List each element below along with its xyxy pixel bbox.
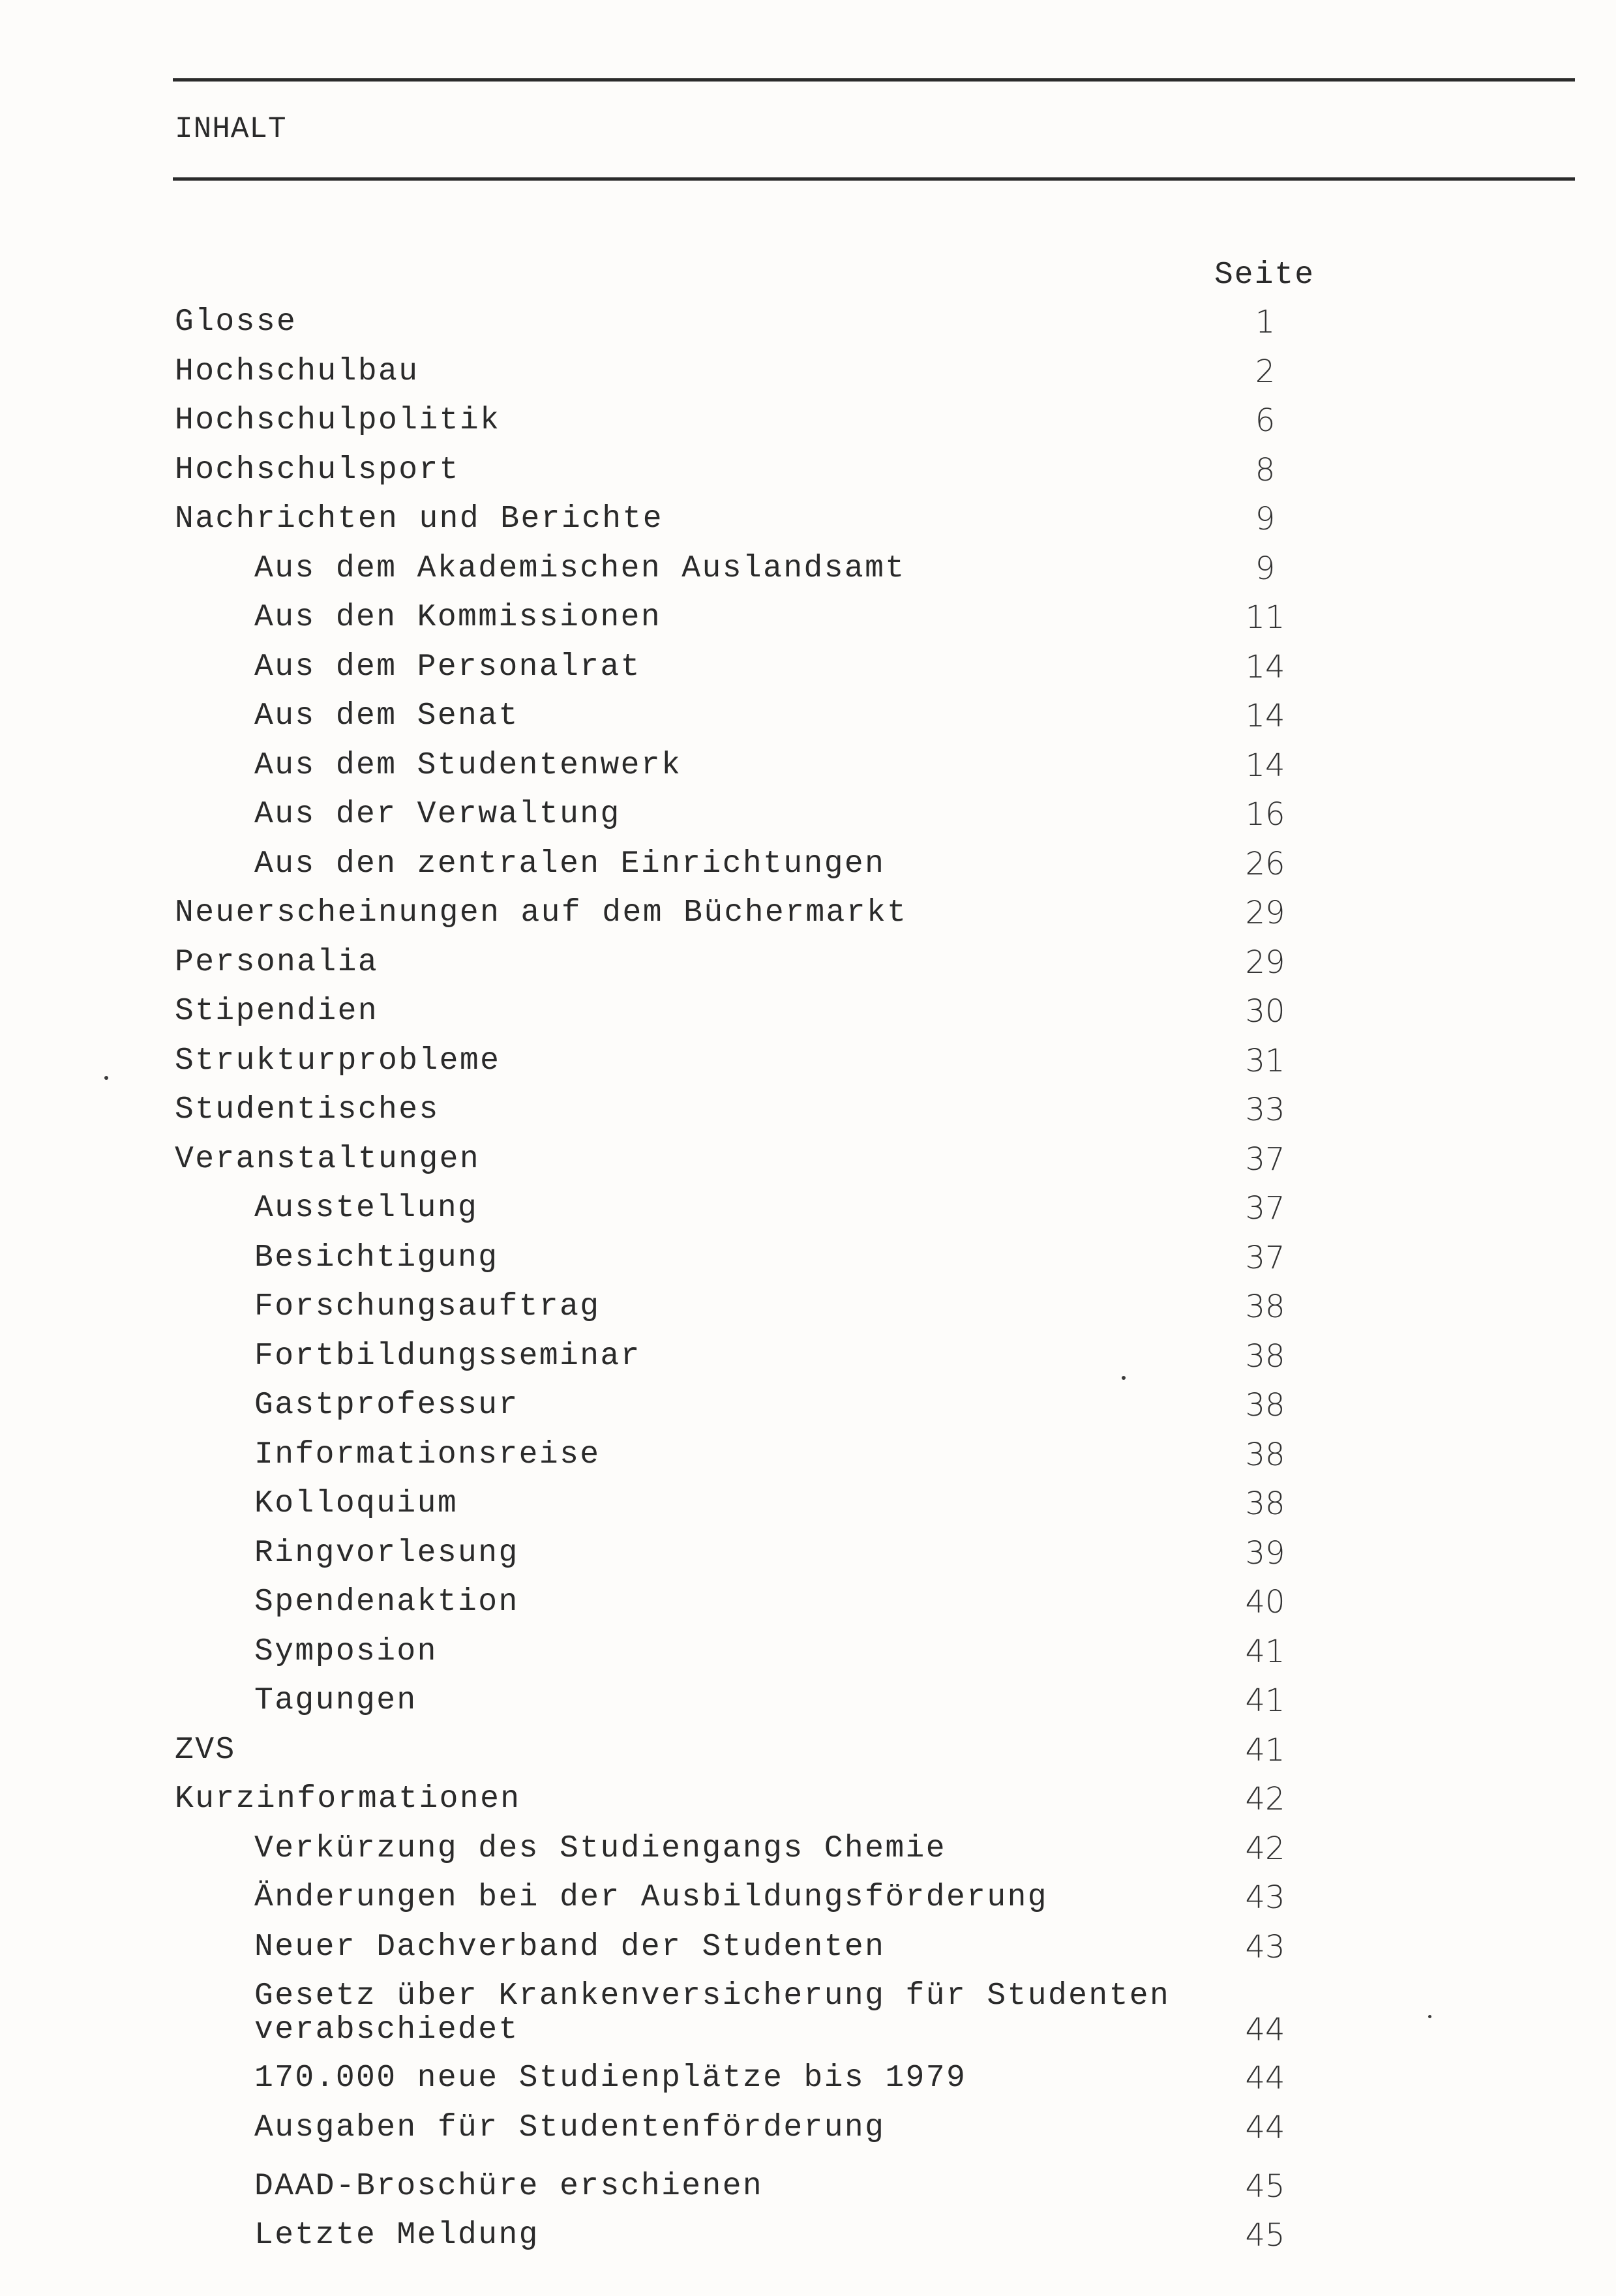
toc-entry: [0, 1487, 1616, 1536]
toc-entry: [0, 1979, 1616, 2061]
toc-entry-page: 9: [1255, 550, 1276, 587]
toc-entry-page: 14: [1245, 747, 1285, 784]
toc-entry-title: ZVS: [175, 1732, 236, 1768]
toc-entry: [0, 1438, 1616, 1487]
toc-entry-page: 1: [1255, 304, 1276, 340]
toc-entry: [0, 502, 1616, 552]
toc-entry-page: 44: [1245, 2060, 1285, 2096]
document-heading: INHALT: [175, 112, 287, 146]
toc-entry: [0, 453, 1616, 503]
toc-entry-page: 31: [1245, 1042, 1285, 1079]
toc-entry: [0, 1733, 1616, 1783]
toc-entry-page: 29: [1245, 944, 1285, 981]
toc-entry-title: Neuer Dachverband der Studenten: [254, 1929, 886, 1965]
toc-entry: [0, 1241, 1616, 1290]
toc-entry: [0, 1832, 1616, 1881]
toc-entry: [0, 2169, 1616, 2219]
toc-entry: [0, 1142, 1616, 1192]
toc-entry-title: 170.000 neue Studienplätze bis 1979: [254, 2061, 967, 2096]
toc-entry-page: 14: [1245, 698, 1285, 734]
toc-entry-page: 42: [1245, 1781, 1285, 1817]
toc-entry-page: 37: [1245, 1239, 1285, 1276]
toc-entry-page: 16: [1245, 796, 1285, 833]
toc-entry-page: 44: [1245, 2109, 1285, 2146]
toc-entry-title: Strukturprobleme: [175, 1043, 501, 1079]
table-of-contents: [0, 305, 1616, 2268]
toc-entry-page: 44: [1245, 2012, 1285, 2048]
toc-entry-page: 33: [1245, 1092, 1285, 1128]
toc-entry-page: 29: [1245, 895, 1285, 931]
toc-entry: [0, 1536, 1616, 1586]
toc-entry-title: Hochschulpolitik: [175, 403, 501, 438]
toc-entry-page: 38: [1245, 1387, 1285, 1424]
toc-entry: [0, 1585, 1616, 1635]
toc-entry: [0, 994, 1616, 1044]
toc-entry-page: 30: [1245, 993, 1285, 1030]
toc-entry-title: Veranstaltungen: [175, 1141, 481, 1177]
toc-entry-title: Ausstellung: [254, 1191, 479, 1226]
toc-entry-title: Symposion: [254, 1633, 438, 1669]
toc-entry-title: Gastprofessur: [254, 1388, 519, 1423]
toc-entry-page: 45: [1245, 2168, 1285, 2205]
toc-entry: [0, 1684, 1616, 1733]
toc-entry-page: 43: [1245, 1928, 1285, 1965]
toc-entry: [0, 1930, 1616, 1980]
toc-entry-title: Aus dem Senat: [254, 698, 519, 734]
toc-entry: [0, 2111, 1616, 2169]
scan-speck: [1428, 2015, 1431, 2018]
toc-entry: [0, 1635, 1616, 1684]
toc-entry-title: Aus den zentralen Einrichtungen: [254, 846, 886, 882]
toc-entry: [0, 2061, 1616, 2111]
toc-entry: [0, 404, 1616, 453]
scan-speck: [104, 1076, 108, 1080]
toc-entry: [0, 1782, 1616, 1832]
toc-entry: [0, 946, 1616, 995]
toc-entry-page: 8: [1255, 451, 1276, 488]
toc-entry-title: Änderungen bei der Ausbildungsförderung: [254, 1880, 1048, 1915]
toc-entry-page: 40: [1245, 1584, 1285, 1620]
toc-entry-page: 38: [1245, 1337, 1285, 1375]
toc-entry: [0, 847, 1616, 897]
toc-entry-page: 42: [1245, 1830, 1285, 1867]
toc-entry-title: Aus dem Akademischen Auslandsamt: [254, 550, 906, 586]
toc-entry-title: Aus der Verwaltung: [254, 797, 621, 832]
toc-entry: [0, 1290, 1616, 1339]
toc-entry: [0, 650, 1616, 700]
toc-entry: [0, 552, 1616, 601]
toc-entry-title: Aus dem Studentenwerk: [254, 747, 682, 783]
toc-entry: [0, 601, 1616, 650]
page-column-label: Seite: [1214, 258, 1315, 293]
toc-entry-title: Personalia: [175, 944, 379, 980]
toc-entry-page: 9: [1255, 501, 1276, 537]
toc-entry-page: 11: [1245, 599, 1285, 636]
toc-entry-page: 41: [1245, 1682, 1285, 1719]
toc-entry-page: 45: [1245, 2217, 1285, 2254]
toc-entry: [0, 699, 1616, 749]
toc-entry: [0, 1191, 1616, 1241]
toc-entry: [0, 896, 1616, 946]
toc-entry-page: 38: [1245, 1485, 1285, 1522]
toc-entry-title: Forschungsauftrag: [254, 1289, 601, 1324]
toc-entry: [0, 2218, 1616, 2268]
toc-entry-title: Kolloquium: [254, 1486, 458, 1521]
toc-entry-title: Verkürzung des Studiengangs Chemie: [254, 1830, 946, 1866]
toc-entry-page: 41: [1245, 1731, 1285, 1768]
toc-entry-page: 43: [1245, 1879, 1285, 1916]
top-rule: [173, 78, 1575, 82]
toc-entry: [0, 1388, 1616, 1438]
toc-entry-page: 41: [1245, 1633, 1285, 1670]
toc-entry-title: Glosse: [175, 305, 297, 340]
toc-entry-title: Hochschulbau: [175, 353, 419, 389]
toc-entry: [0, 1881, 1616, 1930]
toc-entry-title: Letzte Meldung: [254, 2218, 539, 2253]
toc-entry: [0, 305, 1616, 355]
toc-entry-page: 38: [1245, 1436, 1285, 1473]
toc-entry-title: Spendenaktion: [254, 1585, 519, 1620]
bottom-rule: [173, 177, 1575, 181]
toc-entry: [0, 1339, 1616, 1389]
toc-entry-title: Ausgaben für Studentenförderung: [254, 2110, 886, 2145]
toc-entry-title: Stipendien: [175, 994, 379, 1029]
toc-entry: [0, 355, 1616, 404]
toc-entry: [0, 1044, 1616, 1094]
toc-entry-page: 14: [1245, 648, 1285, 685]
toc-entry-page: 37: [1245, 1141, 1285, 1178]
toc-entry-page: 37: [1245, 1190, 1285, 1227]
toc-entry-title: Besichtigung: [254, 1240, 499, 1275]
toc-entry-title: Aus den Kommissionen: [254, 600, 662, 635]
toc-entry-title: Informationsreise: [254, 1437, 601, 1472]
toc-entry-page: 38: [1245, 1289, 1285, 1325]
scan-speck: [1122, 1376, 1126, 1380]
toc-entry-title: Tagungen: [254, 1683, 417, 1718]
toc-entry-title: Gesetz über Krankenversicherung für Studenten verabschiedet: [254, 1978, 1171, 2048]
toc-entry-title: Fortbildungsseminar: [254, 1338, 641, 1374]
toc-entry-title: Studentisches: [175, 1092, 440, 1127]
toc-entry-page: 26: [1245, 845, 1285, 882]
toc-entry-title: Hochschulsport: [175, 452, 460, 488]
toc-entry: [0, 1093, 1616, 1142]
toc-entry-page: 2: [1255, 353, 1276, 390]
toc-entry: [0, 798, 1616, 847]
toc-entry-title: Aus dem Personalrat: [254, 649, 641, 685]
toc-entry-page: 6: [1255, 402, 1276, 439]
toc-entry-title: Kurzinformationen: [175, 1782, 521, 1817]
toc-entry-page: 39: [1245, 1534, 1285, 1572]
toc-entry-title: Nachrichten und Berichte: [175, 501, 663, 537]
toc-entry-title: Ringvorlesung: [254, 1535, 519, 1571]
toc-entry: [0, 749, 1616, 798]
toc-entry-title: Neuerscheinungen auf dem Büchermarkt: [175, 895, 908, 931]
toc-entry-title: DAAD-Broschüre erschienen: [254, 2168, 764, 2204]
